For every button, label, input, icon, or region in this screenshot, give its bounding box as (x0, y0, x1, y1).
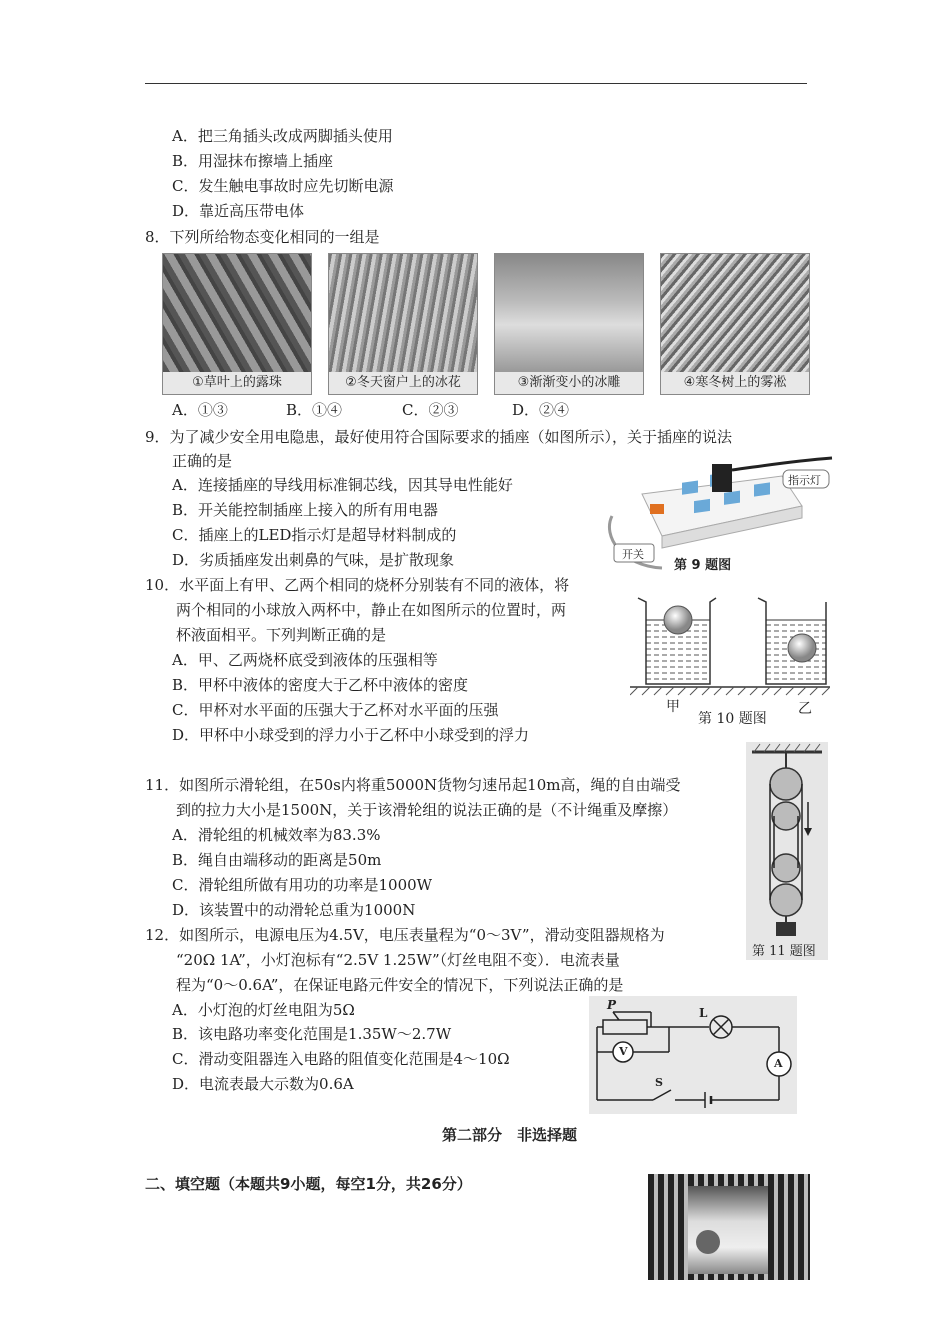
q10-option-b: B．甲杯中液体的密度大于乙杯中液体的密度 (172, 676, 469, 694)
q10-beaker-figure (630, 592, 830, 730)
q12-stem-1: 12．如图所示，电源电压为4.5V，电压表量程为“0～3V”，滑动变阻器规格为 (145, 926, 665, 944)
q11-pulley-figure (746, 742, 828, 960)
q9-stem-1: 9．为了减少安全用电隐患，最好使用符合国际要求的插座（如图所示），关于插座的说法 (145, 428, 733, 446)
section2-photo (648, 1174, 810, 1280)
pulley-drawing (746, 742, 828, 938)
label-indicator-light: 指示灯 (788, 474, 821, 487)
section2-title: 二、填空题（本题共9小题，每空1分，共26分） (145, 1175, 472, 1193)
q9-stem-2: 正确的是 (172, 452, 233, 470)
q7-option-c: C．发生触电事故时应先切断电源 (172, 177, 394, 195)
q11-option-c: C．滑轮组所做有用功的功率是1000W (172, 876, 433, 894)
q10-stem-3: 杯液面相平。下列判断正确的是 (176, 626, 387, 644)
label-beaker-b: 乙 (798, 701, 812, 717)
q8-photo-frost-window (328, 253, 478, 395)
q7-option-d: D．靠近高压带电体 (172, 202, 305, 220)
q10-option-a: A．甲、乙两烧杯底受到液体的压强相等 (172, 651, 438, 669)
q11-option-b: B．绳自由端移动的距离是50m (172, 851, 382, 869)
q11-stem-1: 11．如图所示滑轮组，在50s内将重5000N货物匀速吊起10m高，绳的自由端受 (145, 776, 681, 794)
label-rheostat-p: P (607, 998, 617, 1012)
label-voltmeter-v: V (619, 1045, 628, 1058)
label-beaker-a: 甲 (666, 699, 680, 715)
q11-option-a: A．滑轮组的机械效率为83.3% (172, 826, 381, 844)
q9-option-c: C．插座上的LED指示灯是超导材料制成的 (172, 526, 457, 544)
q8-photo-ice-sculpture (494, 253, 644, 395)
label-switch: 开关 (622, 548, 644, 561)
q12-stem-2: “20Ω 1A”，小灯泡标有“2.5V 1.25W”（灯丝电阻不变）．电流表量 (176, 951, 620, 969)
q9-socket-figure (602, 456, 834, 574)
q10-option-d: D．甲杯中小球受到的浮力小于乙杯中小球受到的浮力 (172, 726, 530, 744)
q7-option-b: B．用湿抹布擦墙上插座 (172, 152, 334, 170)
top-rule (145, 83, 807, 84)
q7-option-a: A．把三角插头改成两脚插头使用 (172, 127, 393, 145)
q11-option-d: D．该装置中的动滑轮总重为1000N (172, 901, 416, 919)
q8-option-d: D．②④ (512, 401, 570, 419)
q8-caption-4: ④寒冬树上的雾凇 (661, 372, 809, 394)
q12-option-b: B．该电路功率变化范围是1.35W～2.7W (172, 1025, 452, 1043)
q9-option-d: D．劣质插座发出刺鼻的气味，是扩散现象 (172, 551, 455, 569)
q8-stem: 8．下列所给物态变化相同的一组是 (145, 228, 380, 246)
q10-option-c: C．甲杯对水平面的压强大于乙杯对水平面的压强 (172, 701, 499, 719)
q10-stem-1: 10．水平面上有甲、乙两个相同的烧杯分别装有不同的液体，将 (145, 576, 570, 594)
q11-stem-2: 到的拉力大小是1500N，关于该滑轮组的说法正确的是（不计绳重及摩擦） (176, 801, 678, 819)
q8-caption-3: ③渐渐变小的冰雕 (495, 372, 643, 394)
q9-figure-caption: 第 9 题图 (674, 558, 732, 573)
q11-figure-caption: 第 11 题图 (752, 944, 816, 959)
q8-caption-2: ②冬天窗户上的冰花 (329, 372, 477, 394)
label-switch-s: S (655, 1076, 663, 1089)
q12-stem-3: 程为“0～0.6A”，在保证电路元件安全的情况下，下列说法正确的是 (176, 976, 624, 994)
q8-option-b: B．①④ (286, 401, 343, 419)
q8-caption-1: ①草叶上的露珠 (163, 372, 311, 394)
label-lamp-l: L (699, 1006, 708, 1020)
q9-option-a: A．连接插座的导线用标准铜芯线，因其导电性能好 (172, 476, 513, 494)
q10-figure-caption: 第 10 题图 (698, 711, 767, 727)
q8-option-c: C．②③ (402, 401, 459, 419)
q10-stem-2: 两个相同的小球放入两杯中，静止在如图所示的位置时，两 (176, 601, 567, 619)
part2-title: 第二部分 非选择题 (442, 1126, 578, 1144)
q12-circuit-figure (589, 996, 797, 1114)
q8-photo-dew (162, 253, 312, 395)
q12-option-d: D．电流表最大示数为0.6A (172, 1075, 354, 1093)
q8-photo-rime (660, 253, 810, 395)
q9-option-b: B．开关能控制插座上接入的所有用电器 (172, 501, 439, 519)
q12-option-a: A．小灯泡的灯丝电阻为5Ω (172, 1001, 355, 1019)
label-ammeter-a: A (774, 1057, 783, 1070)
q8-option-a: A．①③ (172, 401, 228, 419)
q12-option-c: C．滑动变阻器连入电路的阻值变化范围是4～10Ω (172, 1050, 510, 1068)
